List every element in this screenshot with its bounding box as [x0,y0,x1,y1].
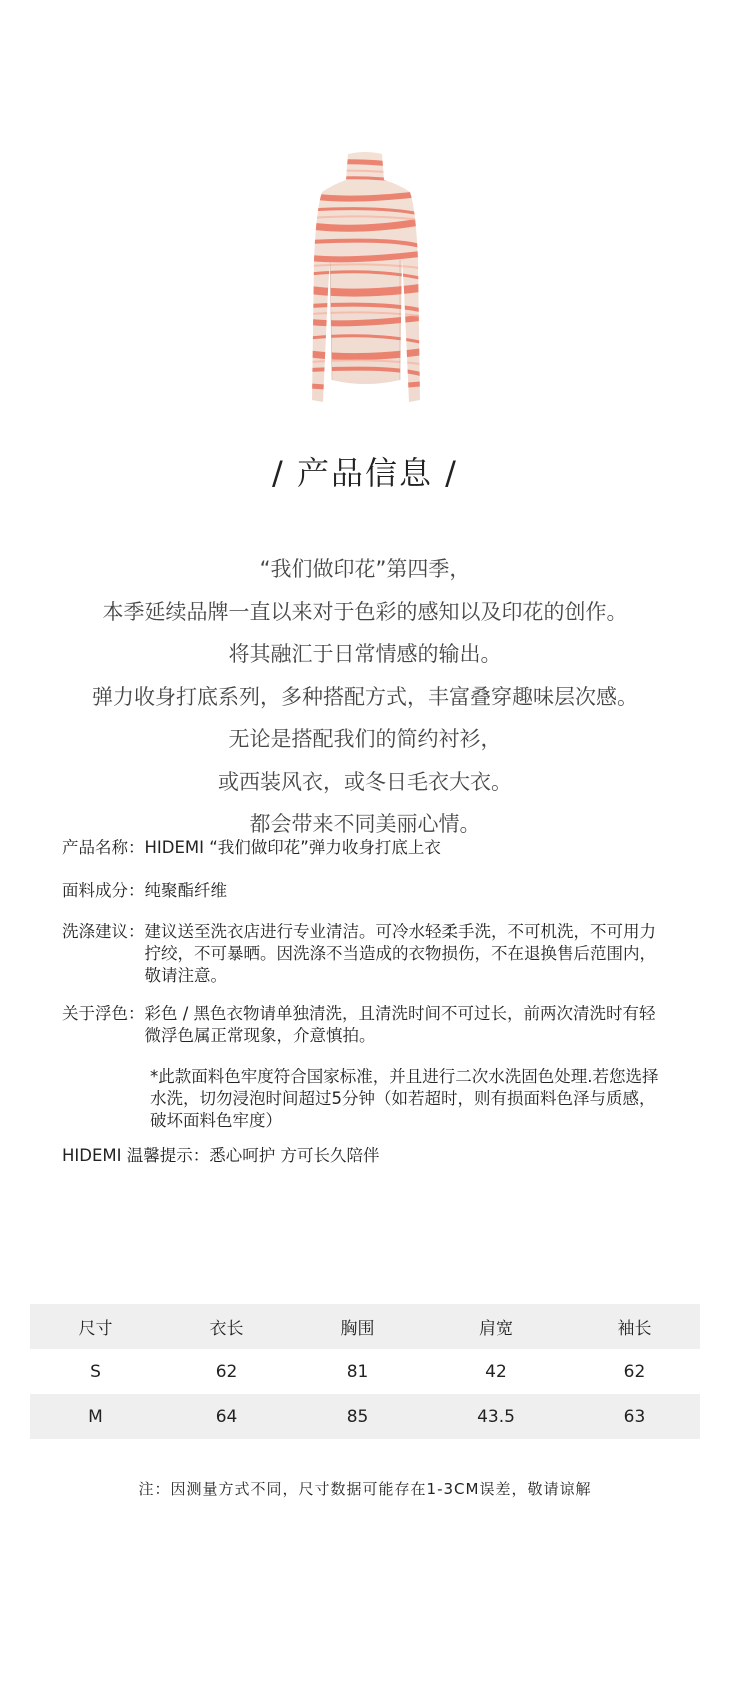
spec-label: HIDEMI 温馨提示： [62,1146,210,1165]
table-cell: S [90,1361,101,1382]
table-header-cell: 衣长 [161,1304,292,1349]
intro-text [0,548,730,846]
spec-value: 建议送至洗衣店进行专业清洁。可冷水轻柔手洗，不可机洗，不可用力拧绞，不可暴晒。因洗涤不当造成的衣物损伤，不在退换售后范围内，敬请注意。 [144,922,656,985]
table-cell: 64 [161,1394,292,1439]
spec-label: 面料成分： [62,881,145,900]
spec-value: 悉心呵护 方可长久陪伴 [209,1146,380,1165]
intro-line: “我们做印花”第四季， [259,557,471,581]
table-cell: 62 [623,1361,646,1382]
intro-line: 或西装风衣，或冬日毛衣大衣。 [218,769,512,794]
table-cell: 85 [292,1394,423,1439]
intro-line: 都会带来不同美丽心情。 [249,812,481,836]
table-cell: 62 [215,1361,238,1382]
measurement-footnote: 注：因测量方式不同，尺寸数据可能存在1-3CM误差，敬请谅解 [138,1480,592,1498]
table-header-cell: 胸围 [292,1304,423,1349]
table-row [30,1394,700,1439]
section-title: / 产品信息 / [272,454,458,492]
spec-label: 关于浮色： [62,1004,145,1023]
table-cell: 42 [485,1361,507,1382]
spec-washing [62,921,672,987]
table-cell: 43.5 [423,1394,569,1439]
table-cell: 63 [569,1394,700,1439]
table-header-row [30,1304,700,1349]
spec-fading [62,1003,672,1047]
spec-tip [62,1145,672,1167]
spec-label: 产品名称： [62,838,145,857]
table-cell: M [30,1394,161,1439]
colorfastness-note: *此款面料色牢度符合国家标准，并且进行二次水洗固色处理.若您选择水洗，切勿浸泡时间超过5分钟（如若超时，则有损面料色泽与质感，破坏面料色牢度） [150,1067,659,1130]
spec-product-name [62,837,672,859]
spec-fabric [62,880,672,902]
intro-line: 本季延续品牌一直以来对于色彩的感知以及印花的创作。 [102,599,628,624]
size-table [30,1304,700,1439]
table-row [30,1349,700,1394]
intro-line: 将其融汇于日常情感的输出。 [228,642,502,666]
intro-line: 弹力收身打底系列，多种搭配方式，丰富叠穿趣味层次感。 [92,684,638,709]
product-image [270,150,460,440]
spec-value: 纯聚酯纤维 [144,881,227,900]
intro-line: 无论是搭配我们的简约衬衫， [228,727,502,751]
spec-value: 彩色 / 黑色衣物请单独清洗，且清洗时间不可过长，前两次清洗时有轻微浮色属正常现象，介意慎拍。 [144,1004,656,1045]
spec-label: 洗涤建议： [62,922,145,941]
spec-value: HIDEMI “我们做印花”弹力收身打底上衣 [144,838,441,857]
table-header-cell: 尺寸 [30,1304,161,1349]
table-header-cell: 肩宽 [423,1304,569,1349]
table-header-cell: 袖长 [569,1304,700,1349]
table-cell: 81 [346,1361,369,1382]
